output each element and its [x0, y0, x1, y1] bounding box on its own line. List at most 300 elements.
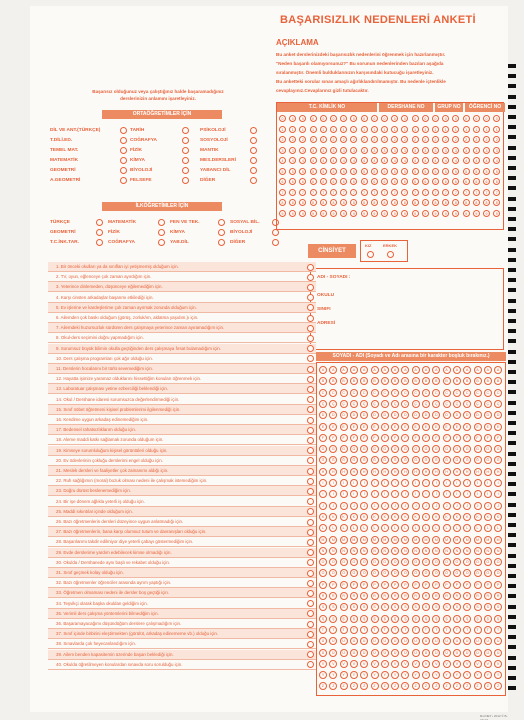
subject-bubble[interactable]	[120, 137, 127, 144]
letter-bubble[interactable]: T	[371, 626, 379, 634]
letter-bubble[interactable]: Ş	[443, 615, 451, 623]
letter-bubble[interactable]: Y	[391, 671, 399, 679]
digit-bubble[interactable]: 3	[371, 147, 378, 154]
letter-bubble[interactable]: Ş	[412, 615, 420, 623]
digit-bubble[interactable]: 9	[299, 210, 306, 217]
letter-bubble[interactable]: Ü	[422, 649, 430, 657]
digit-bubble[interactable]: 3	[310, 147, 317, 154]
digit-bubble[interactable]: 4	[463, 157, 470, 164]
digit-bubble[interactable]: 1	[473, 126, 480, 133]
letter-bubble[interactable]: İ	[401, 490, 409, 498]
letter-bubble[interactable]: Z	[391, 682, 399, 690]
letter-bubble[interactable]: G	[432, 445, 440, 453]
letter-bubble[interactable]: Ç	[412, 400, 420, 408]
question-bubble[interactable]	[307, 325, 314, 332]
letter-bubble[interactable]: M	[443, 536, 451, 544]
letter-bubble[interactable]: Ö	[443, 569, 451, 577]
letter-bubble[interactable]: V	[401, 660, 409, 668]
letter-bubble[interactable]: S	[443, 603, 451, 611]
letter-bubble[interactable]: R	[422, 592, 430, 600]
question-bubble[interactable]	[307, 539, 314, 546]
letter-bubble[interactable]: N	[422, 547, 430, 555]
letter-bubble[interactable]: S	[319, 603, 327, 611]
letter-bubble[interactable]: L	[401, 524, 409, 532]
letter-bubble[interactable]: I	[484, 479, 492, 487]
letter-bubble[interactable]: H	[494, 468, 502, 476]
letter-bubble[interactable]: T	[391, 626, 399, 634]
digit-bubble[interactable]: 6	[412, 178, 419, 185]
digit-bubble[interactable]: 8	[371, 199, 378, 206]
letter-bubble[interactable]: Ç	[360, 400, 368, 408]
digit-bubble[interactable]: 7	[361, 189, 368, 196]
digit-bubble[interactable]: 4	[401, 157, 408, 164]
letter-bubble[interactable]: Y	[432, 671, 440, 679]
letter-bubble[interactable]: C	[371, 389, 379, 397]
letter-bubble[interactable]: H	[360, 468, 368, 476]
digit-bubble[interactable]: 8	[299, 199, 306, 206]
digit-bubble[interactable]: 2	[432, 136, 439, 143]
digit-bubble[interactable]: 3	[463, 147, 470, 154]
letter-bubble[interactable]: Ğ	[484, 456, 492, 464]
letter-bubble[interactable]: L	[453, 524, 461, 532]
digit-bubble[interactable]: 7	[493, 189, 500, 196]
question-bubble[interactable]	[307, 651, 314, 658]
letter-bubble[interactable]: Ö	[319, 569, 327, 577]
letter-bubble[interactable]: Y	[371, 671, 379, 679]
letter-bubble[interactable]: F	[381, 434, 389, 442]
letter-bubble[interactable]: L	[484, 524, 492, 532]
digit-bubble[interactable]: 3	[452, 147, 459, 154]
digit-bubble[interactable]: 6	[463, 178, 470, 185]
digit-bubble[interactable]: 6	[371, 178, 378, 185]
digit-bubble[interactable]: 6	[361, 178, 368, 185]
letter-bubble[interactable]: Z	[360, 682, 368, 690]
letter-bubble[interactable]: Z	[401, 682, 409, 690]
letter-bubble[interactable]: J	[474, 502, 482, 510]
subject-bubble[interactable]	[218, 229, 225, 236]
digit-bubble[interactable]: 8	[473, 199, 480, 206]
letter-bubble[interactable]: R	[443, 592, 451, 600]
letter-bubble[interactable]: R	[432, 592, 440, 600]
letter-bubble[interactable]: B	[412, 377, 420, 385]
letter-bubble[interactable]: L	[329, 524, 337, 532]
digit-bubble[interactable]: 9	[350, 210, 357, 217]
letter-bubble[interactable]: R	[350, 592, 358, 600]
letter-bubble[interactable]: Ğ	[350, 456, 358, 464]
digit-bubble[interactable]: 4	[299, 157, 306, 164]
letter-bubble[interactable]: Ç	[329, 400, 337, 408]
letter-bubble[interactable]: Z	[412, 682, 420, 690]
digit-bubble[interactable]: 5	[330, 168, 337, 175]
letter-bubble[interactable]: Ö	[340, 569, 348, 577]
digit-bubble[interactable]: 1	[401, 126, 408, 133]
letter-bubble[interactable]: N	[474, 547, 482, 555]
letter-bubble[interactable]: A	[484, 366, 492, 374]
digit-bubble[interactable]: 5	[493, 168, 500, 175]
question-bubble[interactable]	[307, 345, 314, 352]
subject-bubble[interactable]	[182, 147, 189, 154]
question-bubble[interactable]	[307, 447, 314, 454]
letter-bubble[interactable]: Ü	[484, 649, 492, 657]
letter-bubble[interactable]: Ş	[381, 615, 389, 623]
digit-bubble[interactable]: 9	[340, 210, 347, 217]
letter-bubble[interactable]: Y	[360, 671, 368, 679]
letter-bubble[interactable]: Y	[463, 671, 471, 679]
letter-bubble[interactable]: G	[494, 445, 502, 453]
letter-bubble[interactable]: E	[371, 423, 379, 431]
letter-bubble[interactable]: Ö	[453, 569, 461, 577]
letter-bubble[interactable]: F	[494, 434, 502, 442]
subject-bubble[interactable]	[182, 127, 189, 134]
letter-bubble[interactable]: İ	[463, 490, 471, 498]
letter-bubble[interactable]: V	[350, 660, 358, 668]
letter-bubble[interactable]: G	[371, 445, 379, 453]
letter-bubble[interactable]: İ	[371, 490, 379, 498]
digit-bubble[interactable]: 1	[381, 126, 388, 133]
digit-bubble[interactable]: 1	[463, 126, 470, 133]
digit-bubble[interactable]: 1	[350, 126, 357, 133]
letter-bubble[interactable]: D	[371, 411, 379, 419]
digit-bubble[interactable]: 6	[299, 178, 306, 185]
letter-bubble[interactable]: Y	[412, 671, 420, 679]
letter-bubble[interactable]: P	[401, 581, 409, 589]
letter-bubble[interactable]: B	[443, 377, 451, 385]
letter-bubble[interactable]: U	[381, 637, 389, 645]
question-bubble[interactable]	[307, 559, 314, 566]
letter-bubble[interactable]: O	[319, 558, 327, 566]
digit-bubble[interactable]: 0	[493, 115, 500, 122]
digit-bubble[interactable]: 8	[381, 199, 388, 206]
digit-bubble[interactable]: 2	[452, 136, 459, 143]
letter-bubble[interactable]: Ç	[474, 400, 482, 408]
letter-bubble[interactable]: P	[494, 581, 502, 589]
digit-bubble[interactable]: 0	[279, 115, 286, 122]
letter-bubble[interactable]: Ö	[360, 569, 368, 577]
letter-bubble[interactable]: I	[381, 479, 389, 487]
digit-bubble[interactable]: 2	[361, 136, 368, 143]
letter-bubble[interactable]: Ğ	[453, 456, 461, 464]
letter-bubble[interactable]: Ş	[401, 615, 409, 623]
letter-bubble[interactable]: O	[453, 558, 461, 566]
digit-bubble[interactable]: 6	[483, 178, 490, 185]
digit-bubble[interactable]: 6	[432, 178, 439, 185]
letter-bubble[interactable]: G	[381, 445, 389, 453]
letter-bubble[interactable]: J	[340, 502, 348, 510]
digit-bubble[interactable]: 9	[371, 210, 378, 217]
letter-bubble[interactable]: C	[474, 389, 482, 397]
digit-bubble[interactable]: 9	[289, 210, 296, 217]
letter-bubble[interactable]: L	[463, 524, 471, 532]
letter-bubble[interactable]: D	[432, 411, 440, 419]
letter-bubble[interactable]: Ü	[432, 649, 440, 657]
letter-bubble[interactable]: J	[463, 502, 471, 510]
letter-bubble[interactable]: E	[484, 423, 492, 431]
letter-bubble[interactable]: N	[329, 547, 337, 555]
letter-bubble[interactable]: E	[401, 423, 409, 431]
letter-bubble[interactable]: A	[412, 366, 420, 374]
letter-bubble[interactable]: Ö	[401, 569, 409, 577]
letter-bubble[interactable]: Ğ	[391, 456, 399, 464]
letter-bubble[interactable]: R	[463, 592, 471, 600]
letter-bubble[interactable]: O	[484, 558, 492, 566]
digit-bubble[interactable]: 7	[452, 189, 459, 196]
letter-bubble[interactable]: Z	[340, 682, 348, 690]
letter-bubble[interactable]: A	[391, 366, 399, 374]
question-bubble[interactable]	[307, 498, 314, 505]
question-bubble[interactable]	[307, 335, 314, 342]
digit-bubble[interactable]: 6	[493, 178, 500, 185]
letter-bubble[interactable]: Ğ	[422, 456, 430, 464]
digit-bubble[interactable]: 4	[391, 157, 398, 164]
letter-bubble[interactable]: E	[360, 423, 368, 431]
question-bubble[interactable]	[307, 641, 314, 648]
letter-bubble[interactable]: Ğ	[371, 456, 379, 464]
letter-bubble[interactable]: R	[401, 592, 409, 600]
letter-bubble[interactable]: H	[484, 468, 492, 476]
digit-bubble[interactable]: 2	[483, 136, 490, 143]
letter-bubble[interactable]: S	[329, 603, 337, 611]
letter-bubble[interactable]: D	[453, 411, 461, 419]
letter-bubble[interactable]: S	[412, 603, 420, 611]
letter-bubble[interactable]: G	[453, 445, 461, 453]
digit-bubble[interactable]: 4	[340, 157, 347, 164]
letter-bubble[interactable]: J	[412, 502, 420, 510]
letter-bubble[interactable]: A	[453, 366, 461, 374]
letter-bubble[interactable]: V	[340, 660, 348, 668]
letter-bubble[interactable]: H	[371, 468, 379, 476]
digit-bubble[interactable]: 4	[381, 157, 388, 164]
digit-bubble[interactable]: 1	[310, 126, 317, 133]
letter-bubble[interactable]: Y	[443, 671, 451, 679]
letter-bubble[interactable]: C	[391, 389, 399, 397]
letter-bubble[interactable]: V	[371, 660, 379, 668]
letter-bubble[interactable]: I	[329, 479, 337, 487]
letter-bubble[interactable]: F	[360, 434, 368, 442]
letter-bubble[interactable]: B	[453, 377, 461, 385]
letter-bubble[interactable]: G	[401, 445, 409, 453]
letter-bubble[interactable]: L	[381, 524, 389, 532]
letter-bubble[interactable]: L	[412, 524, 420, 532]
letter-bubble[interactable]: A	[494, 366, 502, 374]
letter-bubble[interactable]: G	[422, 445, 430, 453]
letter-bubble[interactable]: V	[412, 660, 420, 668]
letter-bubble[interactable]: D	[463, 411, 471, 419]
letter-bubble[interactable]: C	[453, 389, 461, 397]
digit-bubble[interactable]: 0	[422, 115, 429, 122]
letter-bubble[interactable]: I	[443, 479, 451, 487]
letter-bubble[interactable]: P	[412, 581, 420, 589]
letter-bubble[interactable]: İ	[474, 490, 482, 498]
letter-bubble[interactable]: U	[422, 637, 430, 645]
digit-bubble[interactable]: 7	[350, 189, 357, 196]
letter-bubble[interactable]: Ü	[340, 649, 348, 657]
letter-bubble[interactable]: G	[474, 445, 482, 453]
letter-bubble[interactable]: N	[401, 547, 409, 555]
letter-bubble[interactable]: Ğ	[340, 456, 348, 464]
letter-bubble[interactable]: G	[319, 445, 327, 453]
letter-bubble[interactable]: I	[474, 479, 482, 487]
question-bubble[interactable]	[307, 264, 314, 271]
letter-bubble[interactable]: F	[432, 434, 440, 442]
letter-bubble[interactable]: M	[453, 536, 461, 544]
letter-bubble[interactable]: Ö	[412, 569, 420, 577]
letter-bubble[interactable]: I	[422, 479, 430, 487]
subject-bubble[interactable]	[250, 177, 257, 184]
digit-bubble[interactable]: 4	[330, 157, 337, 164]
subject-bubble[interactable]	[120, 177, 127, 184]
letter-bubble[interactable]: E	[432, 423, 440, 431]
digit-bubble[interactable]: 0	[473, 115, 480, 122]
subject-bubble[interactable]	[182, 177, 189, 184]
letter-bubble[interactable]: O	[381, 558, 389, 566]
letter-bubble[interactable]: L	[371, 524, 379, 532]
digit-bubble[interactable]: 3	[401, 147, 408, 154]
letter-bubble[interactable]: I	[412, 479, 420, 487]
digit-bubble[interactable]: 7	[299, 189, 306, 196]
digit-bubble[interactable]: 1	[432, 126, 439, 133]
digit-bubble[interactable]: 9	[381, 210, 388, 217]
letter-bubble[interactable]: J	[319, 502, 327, 510]
digit-bubble[interactable]: 0	[340, 115, 347, 122]
digit-bubble[interactable]: 9	[442, 210, 449, 217]
digit-bubble[interactable]: 9	[310, 210, 317, 217]
digit-bubble[interactable]: 0	[289, 115, 296, 122]
letter-bubble[interactable]: J	[350, 502, 358, 510]
letter-bubble[interactable]: V	[432, 660, 440, 668]
letter-bubble[interactable]: A	[371, 366, 379, 374]
letter-bubble[interactable]: Ğ	[401, 456, 409, 464]
question-bubble[interactable]	[307, 294, 314, 301]
letter-bubble[interactable]: I	[350, 479, 358, 487]
letter-bubble[interactable]: V	[494, 660, 502, 668]
digit-bubble[interactable]: 4	[350, 157, 357, 164]
digit-bubble[interactable]: 0	[452, 115, 459, 122]
letter-bubble[interactable]: Ö	[474, 569, 482, 577]
gender-bubble-girl[interactable]	[367, 251, 374, 258]
digit-bubble[interactable]: 5	[310, 168, 317, 175]
letter-bubble[interactable]: C	[350, 389, 358, 397]
digit-bubble[interactable]: 3	[320, 147, 327, 154]
letter-bubble[interactable]: M	[340, 536, 348, 544]
letter-bubble[interactable]: A	[329, 366, 337, 374]
digit-bubble[interactable]: 5	[391, 168, 398, 175]
letter-bubble[interactable]: F	[484, 434, 492, 442]
digit-bubble[interactable]: 1	[493, 126, 500, 133]
letter-bubble[interactable]: F	[350, 434, 358, 442]
letter-bubble[interactable]: I	[391, 479, 399, 487]
letter-bubble[interactable]: J	[360, 502, 368, 510]
letter-bubble[interactable]: H	[350, 468, 358, 476]
letter-bubble[interactable]: T	[494, 626, 502, 634]
digit-bubble[interactable]: 7	[391, 189, 398, 196]
letter-bubble[interactable]: M	[494, 536, 502, 544]
letter-bubble[interactable]: G	[360, 445, 368, 453]
subject-bubble[interactable]	[158, 239, 165, 246]
letter-bubble[interactable]: İ	[412, 490, 420, 498]
letter-bubble[interactable]: Y	[422, 671, 430, 679]
letter-bubble[interactable]: Ğ	[381, 456, 389, 464]
letter-bubble[interactable]: B	[371, 377, 379, 385]
digit-bubble[interactable]: 3	[330, 147, 337, 154]
letter-bubble[interactable]: U	[319, 637, 327, 645]
digit-bubble[interactable]: 1	[320, 126, 327, 133]
digit-bubble[interactable]: 8	[310, 199, 317, 206]
digit-bubble[interactable]: 1	[330, 126, 337, 133]
letter-bubble[interactable]: H	[319, 468, 327, 476]
digit-bubble[interactable]: 3	[442, 147, 449, 154]
letter-bubble[interactable]: L	[443, 524, 451, 532]
digit-bubble[interactable]: 0	[442, 115, 449, 122]
question-bubble[interactable]	[307, 386, 314, 393]
subject-bubble[interactable]	[96, 239, 103, 246]
letter-bubble[interactable]: V	[360, 660, 368, 668]
digit-bubble[interactable]: 9	[361, 210, 368, 217]
digit-bubble[interactable]: 7	[330, 189, 337, 196]
letter-bubble[interactable]: O	[329, 558, 337, 566]
question-bubble[interactable]	[307, 519, 314, 526]
letter-bubble[interactable]: N	[494, 547, 502, 555]
letter-bubble[interactable]: T	[463, 626, 471, 634]
letter-bubble[interactable]: P	[350, 581, 358, 589]
letter-bubble[interactable]: Ç	[371, 400, 379, 408]
digit-bubble[interactable]: 7	[473, 189, 480, 196]
letter-bubble[interactable]: O	[350, 558, 358, 566]
letter-bubble[interactable]: Y	[381, 671, 389, 679]
digit-bubble[interactable]: 2	[289, 136, 296, 143]
letter-bubble[interactable]: E	[319, 423, 327, 431]
subject-bubble[interactable]	[250, 137, 257, 144]
digit-bubble[interactable]: 3	[473, 147, 480, 154]
letter-bubble[interactable]: M	[381, 536, 389, 544]
digit-bubble[interactable]: 4	[371, 157, 378, 164]
letter-bubble[interactable]: V	[391, 660, 399, 668]
digit-bubble[interactable]: 5	[279, 168, 286, 175]
letter-bubble[interactable]: Ş	[484, 615, 492, 623]
question-bubble[interactable]	[307, 600, 314, 607]
gender-bubble-boy[interactable]	[387, 251, 394, 258]
digit-bubble[interactable]: 8	[391, 199, 398, 206]
letter-bubble[interactable]: Ü	[401, 649, 409, 657]
letter-bubble[interactable]: Ü	[453, 649, 461, 657]
digit-bubble[interactable]: 1	[371, 126, 378, 133]
letter-bubble[interactable]: R	[453, 592, 461, 600]
letter-bubble[interactable]: P	[432, 581, 440, 589]
letter-bubble[interactable]: Y	[474, 671, 482, 679]
digit-bubble[interactable]: 7	[340, 189, 347, 196]
subject-bubble[interactable]	[182, 167, 189, 174]
letter-bubble[interactable]: İ	[484, 490, 492, 498]
letter-bubble[interactable]: B	[340, 377, 348, 385]
letter-bubble[interactable]: S	[463, 603, 471, 611]
letter-bubble[interactable]: F	[391, 434, 399, 442]
digit-bubble[interactable]: 0	[320, 115, 327, 122]
letter-bubble[interactable]: P	[329, 581, 337, 589]
letter-bubble[interactable]: M	[329, 536, 337, 544]
question-bubble[interactable]	[307, 427, 314, 434]
letter-bubble[interactable]: Ü	[350, 649, 358, 657]
digit-bubble[interactable]: 3	[361, 147, 368, 154]
question-bubble[interactable]	[307, 304, 314, 311]
letter-bubble[interactable]: Ö	[494, 569, 502, 577]
letter-bubble[interactable]: L	[432, 524, 440, 532]
letter-bubble[interactable]: Ç	[453, 400, 461, 408]
letter-bubble[interactable]: D	[401, 411, 409, 419]
letter-bubble[interactable]: J	[484, 502, 492, 510]
letter-bubble[interactable]: T	[319, 626, 327, 634]
digit-bubble[interactable]: 6	[340, 178, 347, 185]
letter-bubble[interactable]: B	[329, 377, 337, 385]
digit-bubble[interactable]: 2	[381, 136, 388, 143]
